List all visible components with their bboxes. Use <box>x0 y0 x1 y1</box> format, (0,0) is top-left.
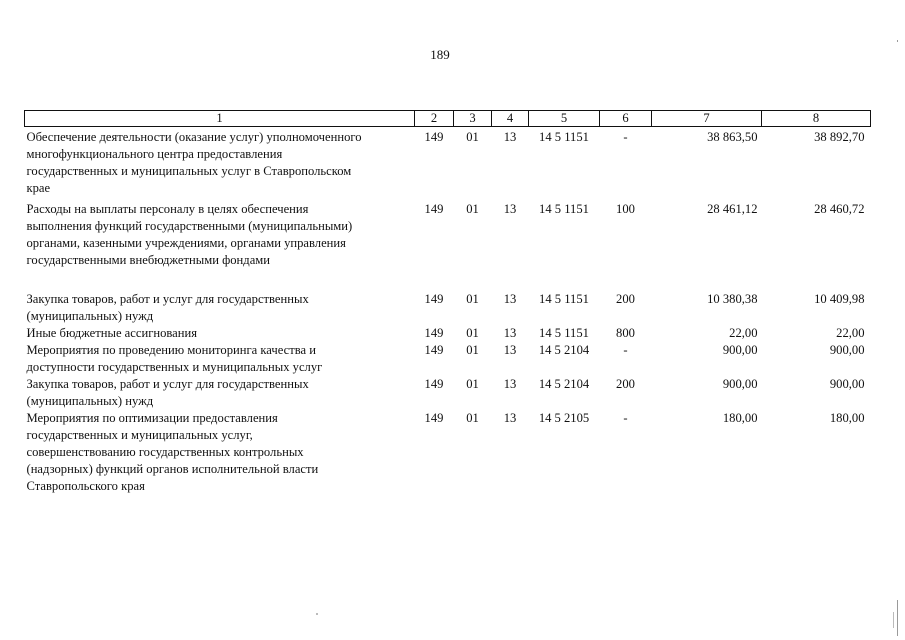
expense-type-code: 200 <box>616 377 635 391</box>
column-header-5: 5 <box>529 111 600 127</box>
expense-name-line: (надзорных) функций органов исполнительной власти <box>26 462 319 476</box>
expense-name <box>25 201 415 291</box>
table-row <box>25 325 871 342</box>
subsection-code: 13 <box>503 343 517 357</box>
ministry-code: 149 <box>424 343 444 357</box>
scan-artifact-mark <box>893 612 894 628</box>
expense-type-code: 100 <box>616 202 635 216</box>
column-header-1: 1 <box>25 111 415 127</box>
subsection-code: 13 <box>503 202 517 216</box>
section-code: 01 <box>466 377 479 391</box>
column-header-8: 8 <box>762 111 871 127</box>
ministry-code: 149 <box>424 292 444 306</box>
expense-name-line: (муниципальных) нужд <box>26 394 154 408</box>
column-header-3: 3 <box>454 111 492 127</box>
expense-name-line: Обеспечение деятельности (оказание услуг) уполномоченного <box>26 130 362 144</box>
amount-col7: 900,00 <box>722 343 758 357</box>
ministry-code: 149 <box>424 130 444 144</box>
target-article-code: 14 5 2104 <box>538 377 590 391</box>
section-code: 01 <box>466 130 479 144</box>
target-article-code: 14 5 1151 <box>539 130 589 144</box>
section-code: 01 <box>466 326 479 340</box>
expense-name-line: Мероприятия по проведению мониторинга качества и <box>26 343 316 357</box>
expense-name-line: (муниципальных) нужд <box>26 309 154 323</box>
amount-col8: 900,00 <box>829 343 865 357</box>
expense-name-line: многофункционального центра предоставления <box>26 147 283 161</box>
scan-artifact-mark <box>897 600 898 636</box>
expense-name <box>25 325 415 342</box>
expense-name <box>25 342 415 376</box>
expense-name-line: государственными внебюджетными фондами <box>26 253 270 267</box>
column-header-6: 6 <box>600 111 652 127</box>
amount-col7: 22,00 <box>729 326 758 340</box>
ministry-code: 149 <box>424 411 444 425</box>
amount-col7: 180,00 <box>722 411 758 425</box>
column-header-7: 7 <box>652 111 762 127</box>
expense-type-code: 200 <box>616 292 635 306</box>
expense-name <box>25 376 415 410</box>
amount-col7: 10 380,38 <box>707 292 758 306</box>
target-article-code: 14 5 2104 <box>538 343 590 357</box>
ministry-code: 149 <box>424 377 444 391</box>
expense-name-line: Расходы на выплаты персоналу в целях обеспечения <box>26 202 309 216</box>
subsection-code: 13 <box>503 411 517 425</box>
expense-name-line: доступности государственных и муниципальных услуг <box>26 360 323 374</box>
expense-name-line: Закупка товаров, работ и услуг для государственных <box>26 377 309 391</box>
expense-name-line: Мероприятия по оптимизации предоставления <box>26 411 278 425</box>
amount-col8: 180,00 <box>829 411 865 425</box>
budget-table-grid <box>24 110 871 495</box>
expense-name-line: Закупка товаров, работ и услуг для государственных <box>26 292 309 306</box>
table-row <box>25 127 871 202</box>
table-row <box>25 410 871 495</box>
scan-artifact-mark <box>897 40 898 42</box>
section-code: 01 <box>466 343 479 357</box>
subsection-code: 13 <box>503 130 517 144</box>
subsection-code: 13 <box>503 377 517 391</box>
amount-col7: 28 461,12 <box>707 202 758 216</box>
scan-artifact-dot <box>316 613 318 615</box>
expense-name <box>25 410 415 495</box>
target-article-code: 14 5 1151 <box>539 326 589 340</box>
section-code: 01 <box>466 202 479 216</box>
subsection-code: 13 <box>503 326 517 340</box>
amount-col8: 38 892,70 <box>814 130 865 144</box>
section-code: 01 <box>466 411 479 425</box>
section-code: 01 <box>466 292 479 306</box>
amount-col8: 10 409,98 <box>814 292 865 306</box>
expense-type-code: 800 <box>616 326 635 340</box>
column-header-4: 4 <box>492 111 529 127</box>
ministry-code: 149 <box>424 326 444 340</box>
table-row <box>25 342 871 376</box>
budget-table <box>24 110 870 495</box>
amount-col8: 22,00 <box>836 326 865 340</box>
expense-type-code: - <box>623 130 628 144</box>
expense-type-code: - <box>623 343 628 357</box>
expense-name-line: государственных и муниципальных услуг в Ставропольском <box>26 164 352 178</box>
target-article-code: 14 5 1151 <box>539 292 589 306</box>
amount-col7: 38 863,50 <box>707 130 758 144</box>
expense-name-line: органами, казенными учреждениями, органами управления <box>26 236 346 250</box>
column-header-2: 2 <box>415 111 454 127</box>
expense-name-line: государственных и муниципальных услуг, <box>26 428 253 442</box>
amount-col7: 900,00 <box>722 377 758 391</box>
page-number: 189 <box>430 47 450 62</box>
column-number-row <box>25 111 871 127</box>
subsection-code: 13 <box>503 292 517 306</box>
table-row <box>25 291 871 325</box>
expense-name-line: совершенствованию государственных контрольных <box>26 445 304 459</box>
target-article-code: 14 5 1151 <box>539 202 589 216</box>
amount-col8: 900,00 <box>829 377 865 391</box>
table-row <box>25 201 871 291</box>
table-row <box>25 376 871 410</box>
ministry-code: 149 <box>424 202 444 216</box>
amount-col8: 28 460,72 <box>814 202 865 216</box>
expense-type-code: - <box>623 411 628 425</box>
expense-name-line: крае <box>26 181 51 195</box>
expense-name <box>25 291 415 325</box>
expense-name <box>25 127 415 202</box>
expense-name-line: выполнения функций государственными (муниципальными) <box>26 219 353 233</box>
expense-name-line: Ставропольского края <box>26 479 145 493</box>
target-article-code: 14 5 2105 <box>538 411 590 425</box>
expense-name-line: Иные бюджетные ассигнования <box>26 326 198 340</box>
